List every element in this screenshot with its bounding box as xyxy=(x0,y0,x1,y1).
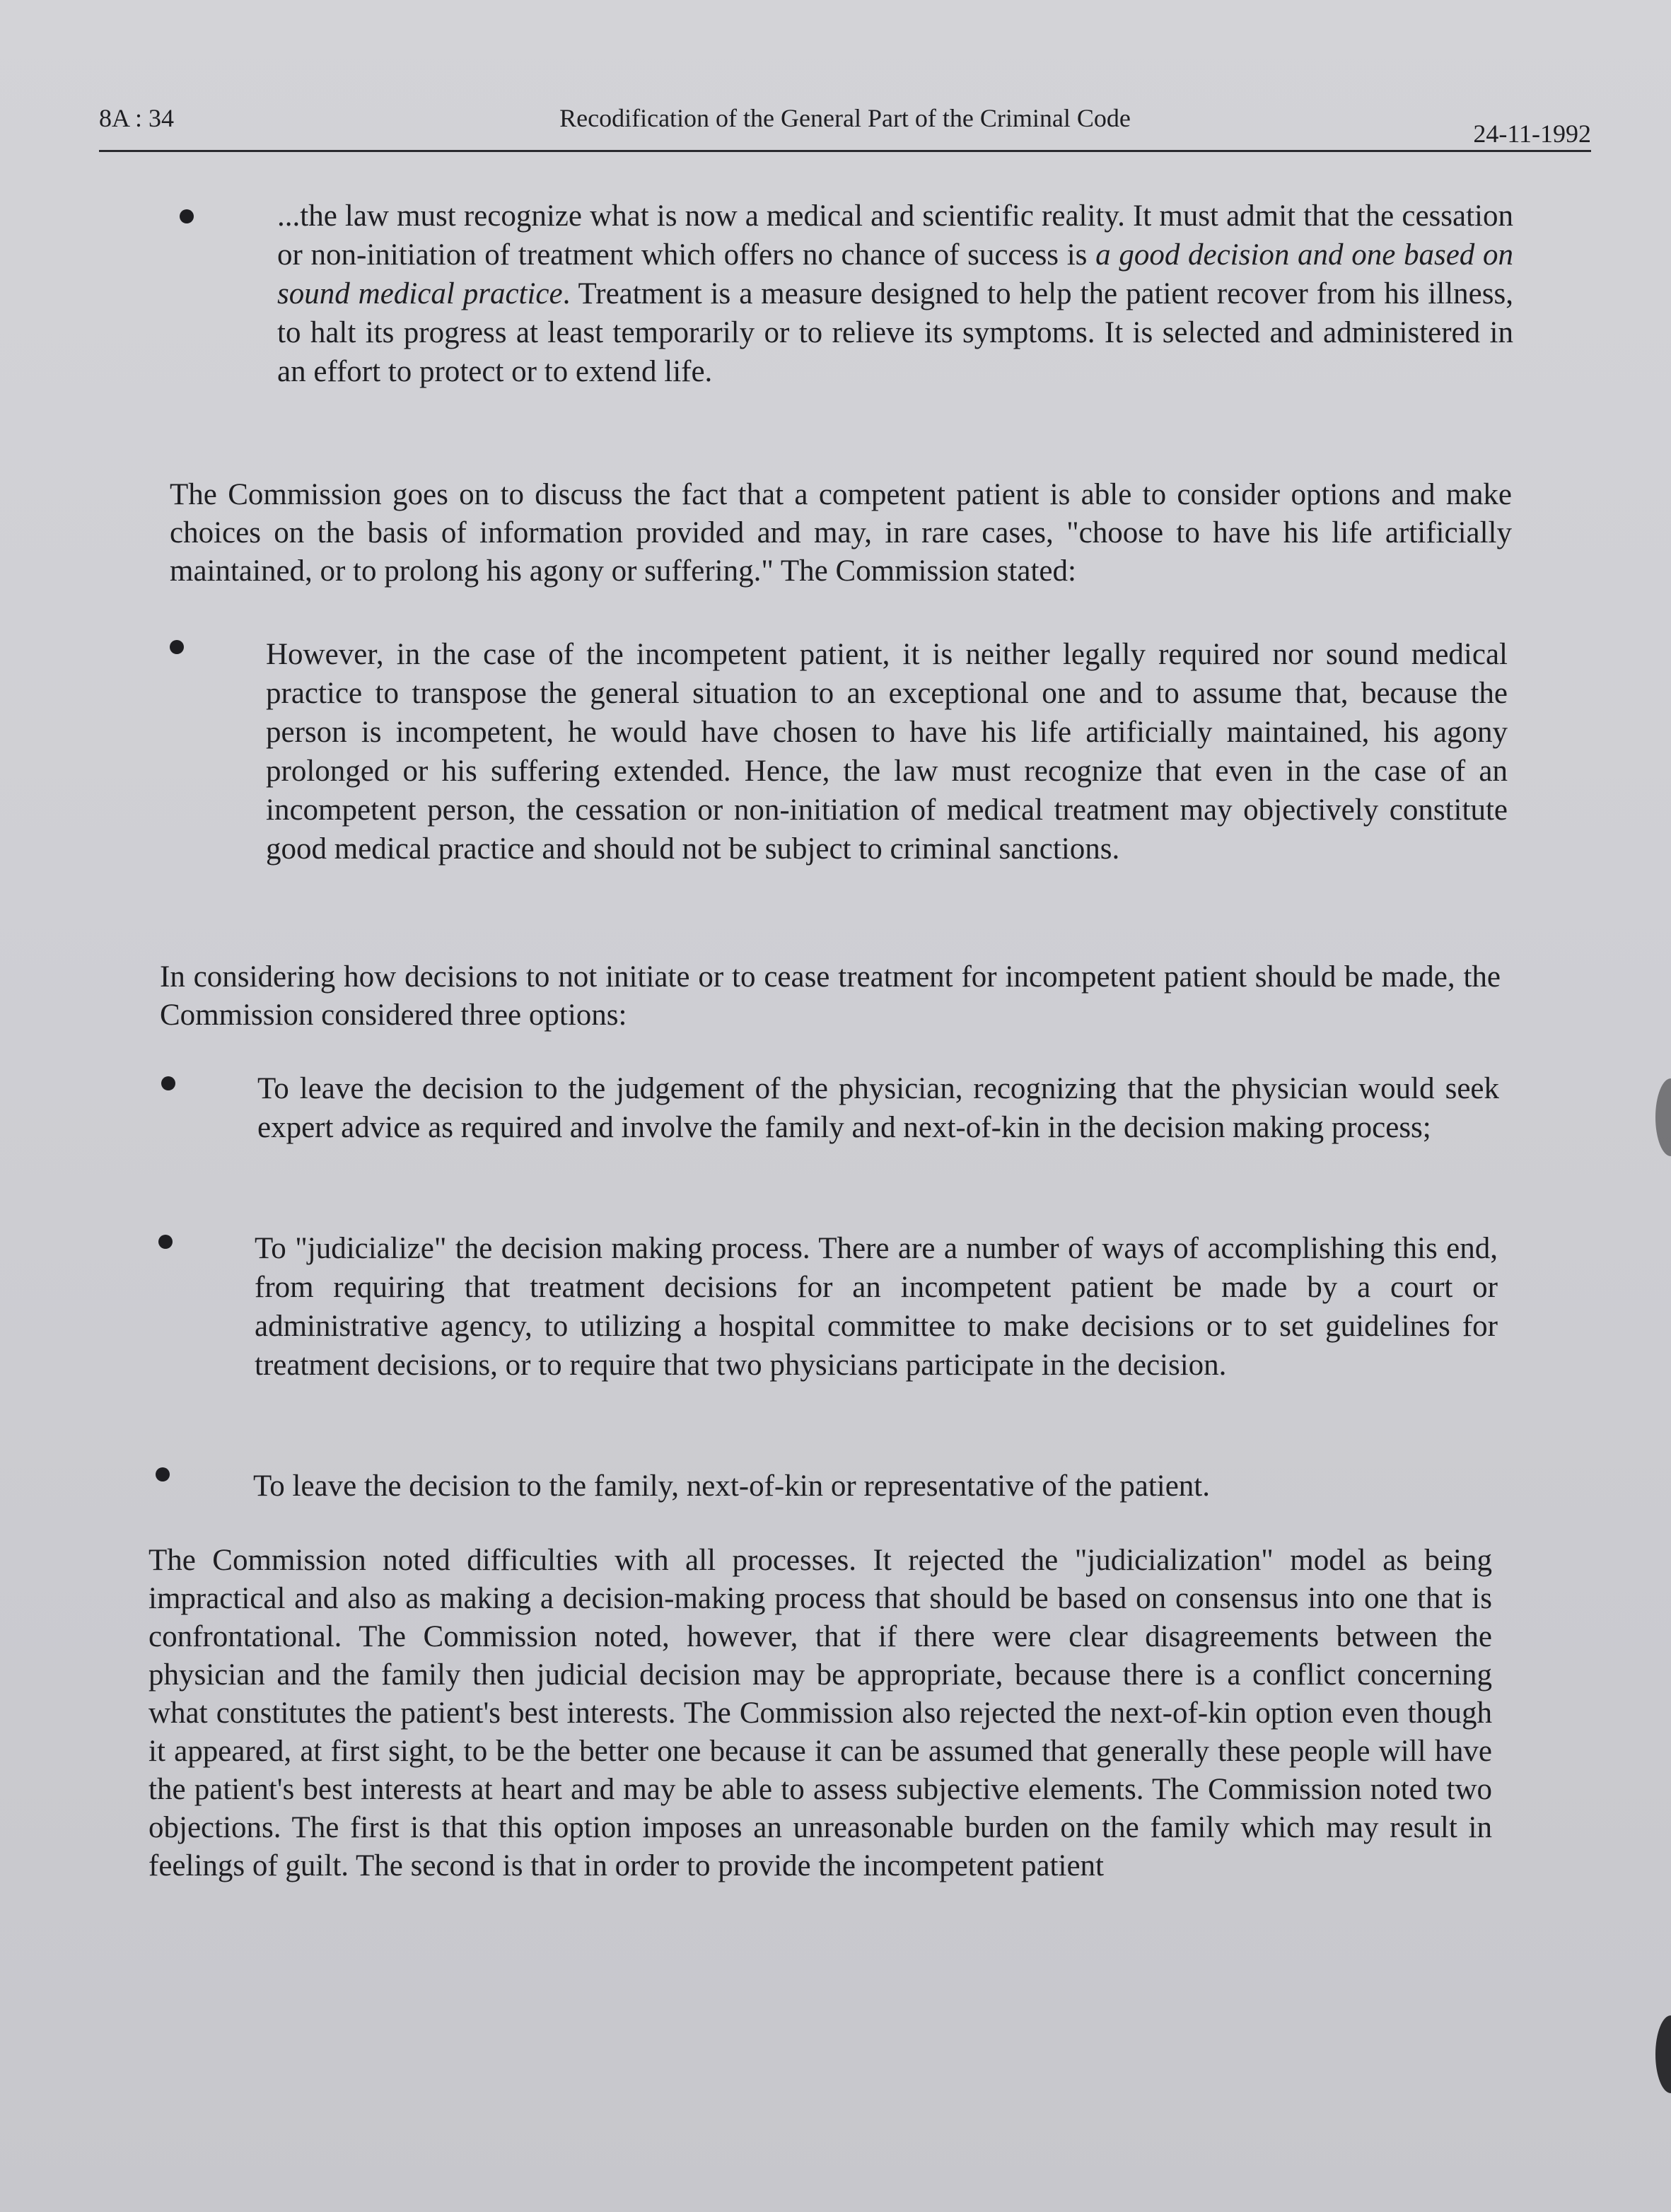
bullet-marker xyxy=(180,209,194,223)
paragraph-difficulties: The Commission noted difficulties with all processes. It rejected the "judicialization" model as being impractical and also as making a decision-making process that should be based on consensus into one that is confrontational. The Commission noted, however, that if there were clear disagreements between the physician and the family then judicial decision may be appropriate, because there is a conflict concerning what constitutes the patient's best interests. The Commission also rejected the next-of-kin option even though it appeared, at first sight, to be the better one because it can be assumed that generally these people will have the patient's best interests at heart and may be able to assess subjective elements. The Commission noted two objections. The first is that this option imposes an unreasonable burden on the family which may result in feelings of guilt. The second is that in order to provide the incompetent patient xyxy=(149,1544,1492,1882)
page-number: 8A : 34 xyxy=(99,104,175,132)
binder-hole xyxy=(1655,2015,1671,2093)
quote-1-emphasis: a good decision and one based on sound medical practice xyxy=(277,238,1513,310)
document-date: 24-11-1992 xyxy=(1473,120,1591,148)
paragraph-three-options: In considering how decisions to not initiate or to cease treatment for incompetent patient should be made, the Commission considered three options: xyxy=(160,960,1501,1032)
option-physician: To leave the decision to the judgement of the physician, recognizing that the physician would seek expert advice as required and involve the family and next-of-kin in the decision making process; xyxy=(257,1072,1499,1144)
bullet-marker xyxy=(161,1076,175,1090)
quote-1-text-start: ...the law must recognize what is now a medical and scientific reality. It must admit that the cessation or non-initiation of treatment which offers no chance of success is xyxy=(277,199,1513,272)
page-header xyxy=(99,99,1591,152)
bullet-marker xyxy=(158,1235,173,1249)
quote-1-text-end: . Treatment is a measure designed to help the patient recover from his illness, to halt its progress at least temporarily or to relieve its symptoms. It is selected and administered in an effort to protect or to extend life. xyxy=(277,277,1513,388)
paragraph-competent-patient: The Commission goes on to discuss the fact that a competent patient is able to consider options and make choices on the basis of information provided and may, in rare cases, "choose to have his life artificially maintained, or to prolong his agony or suffering." The Commission stated: xyxy=(170,478,1512,588)
quote-bullet-1 xyxy=(277,197,1513,391)
running-title: Recodification of the General Part of the Criminal Code xyxy=(559,104,1131,132)
bullet-marker xyxy=(170,640,184,654)
quote-bullet-2: However, in the case of the incompetent patient, it is neither legally required nor sound medical practice to transpose the general situation to an exceptional one and to assume that, because the person is incompetent, he would have chosen to have his life artificially maintained, his agony prolonged or his suffering extended. Hence, the law must recognize that even in the case of an incompetent person, the cessation or non-initiation of medical treatment may objectively constitute good medical practice and should not be subject to criminal sanctions. xyxy=(266,638,1508,866)
option-judicialize: To "judicialize" the decision making process. There are a number of ways of accomplishing this end, from requiring that treatment decisions for an incompetent patient be made by a court or administrative agency, to utilizing a hospital committee to make decisions or to set guidelines for treatment decisions, or to require that two physicians participate in the decision. xyxy=(255,1232,1498,1382)
bullet-marker xyxy=(156,1467,170,1482)
option-family: To leave the decision to the family, next-of-kin or representative of the patient. xyxy=(253,1469,1210,1503)
binder-hole xyxy=(1655,1078,1671,1156)
